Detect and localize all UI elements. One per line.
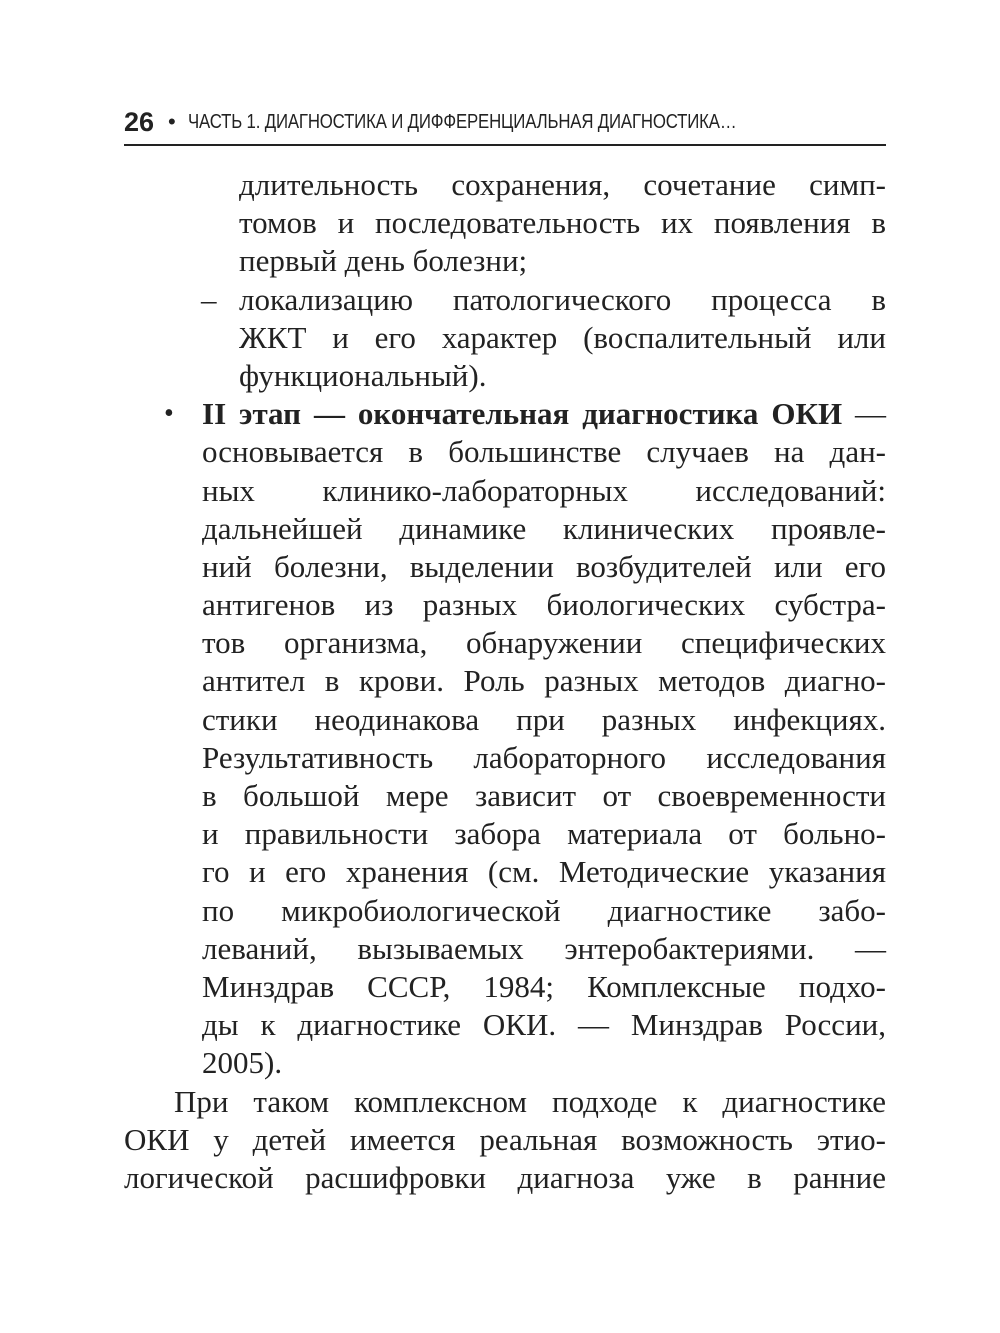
- text-line: локализацию патологического процесса в: [239, 281, 886, 317]
- text-line: в большой мере зависит от своевременности: [202, 778, 886, 813]
- text-line: При таком комплексном подходе к диагностике: [174, 1083, 886, 1119]
- running-header: [124, 100, 886, 146]
- bullet-marker: •: [164, 398, 174, 430]
- running-title: ЧАСТЬ 1. ДИАГНОСТИКА И ДИФФЕРЕНЦИАЛЬНАЯ ДИАГНОСТИКА…: [187, 110, 737, 133]
- stage-heading: II этап — окончательная диагностика ОКИ: [202, 396, 843, 432]
- text-line: Результативность лабораторного исследования: [202, 739, 886, 775]
- stage-heading-line: [202, 395, 886, 433]
- text-line: Минздрав СССР, 1984; Комплексные подхо-: [202, 968, 886, 1004]
- text-line: ний болезни, выделении возбудителей или его: [202, 548, 886, 584]
- text-line: ды к диагностике ОКИ. — Минздрав России,: [202, 1007, 886, 1043]
- text-line: тов организма, обнаружении специфических: [202, 625, 886, 661]
- text-line: 2005).: [202, 1045, 283, 1081]
- text-line: ЖКТ и его характер (воспалительный или: [239, 319, 886, 355]
- stage-heading-dash: —: [842, 396, 886, 432]
- text-line: стики неодинакова при разных инфекциях.: [202, 701, 886, 737]
- text-line: ОКИ у детей имеется реальная возможность этио-: [124, 1121, 886, 1157]
- text-line: и правильности забора материала от больно-: [202, 816, 886, 852]
- page-number: 26: [124, 106, 155, 137]
- text-line: дальнейшей динамике клинических проявле-: [202, 510, 886, 546]
- text-line: антигенов из разных биологических субстра-: [202, 587, 886, 623]
- header-separator: •: [168, 109, 176, 134]
- continued-list-item: [124, 166, 886, 281]
- page-body: [124, 166, 886, 1197]
- text-line: логической расшифровки диагноза уже в ранние: [124, 1159, 886, 1195]
- text-line: го и его хранения (см. Методические указания: [202, 854, 886, 890]
- text-line: антител в крови. Роль разных методов диагно-: [202, 663, 886, 699]
- text-line: первый день болезни;: [239, 243, 528, 279]
- dash-marker: –: [201, 281, 217, 317]
- text-line: длительность сохранения, сочетание симп-: [239, 167, 886, 202]
- text-line: томов и последовательность их появления в: [239, 205, 886, 241]
- text-line: основывается в большинстве случаев на дан-: [202, 434, 886, 470]
- dash-list-item: [124, 281, 886, 396]
- text-line: леваний, вызываемых энтеробактериями. —: [202, 930, 886, 966]
- text-line: по микробиологической диагностике забо-: [202, 892, 886, 928]
- text-line: ных клинико-лабораторных исследований:: [202, 472, 886, 508]
- closing-paragraph: [124, 1083, 886, 1198]
- bullet-list-item: [124, 395, 886, 1082]
- text-line: функциональный).: [239, 357, 487, 393]
